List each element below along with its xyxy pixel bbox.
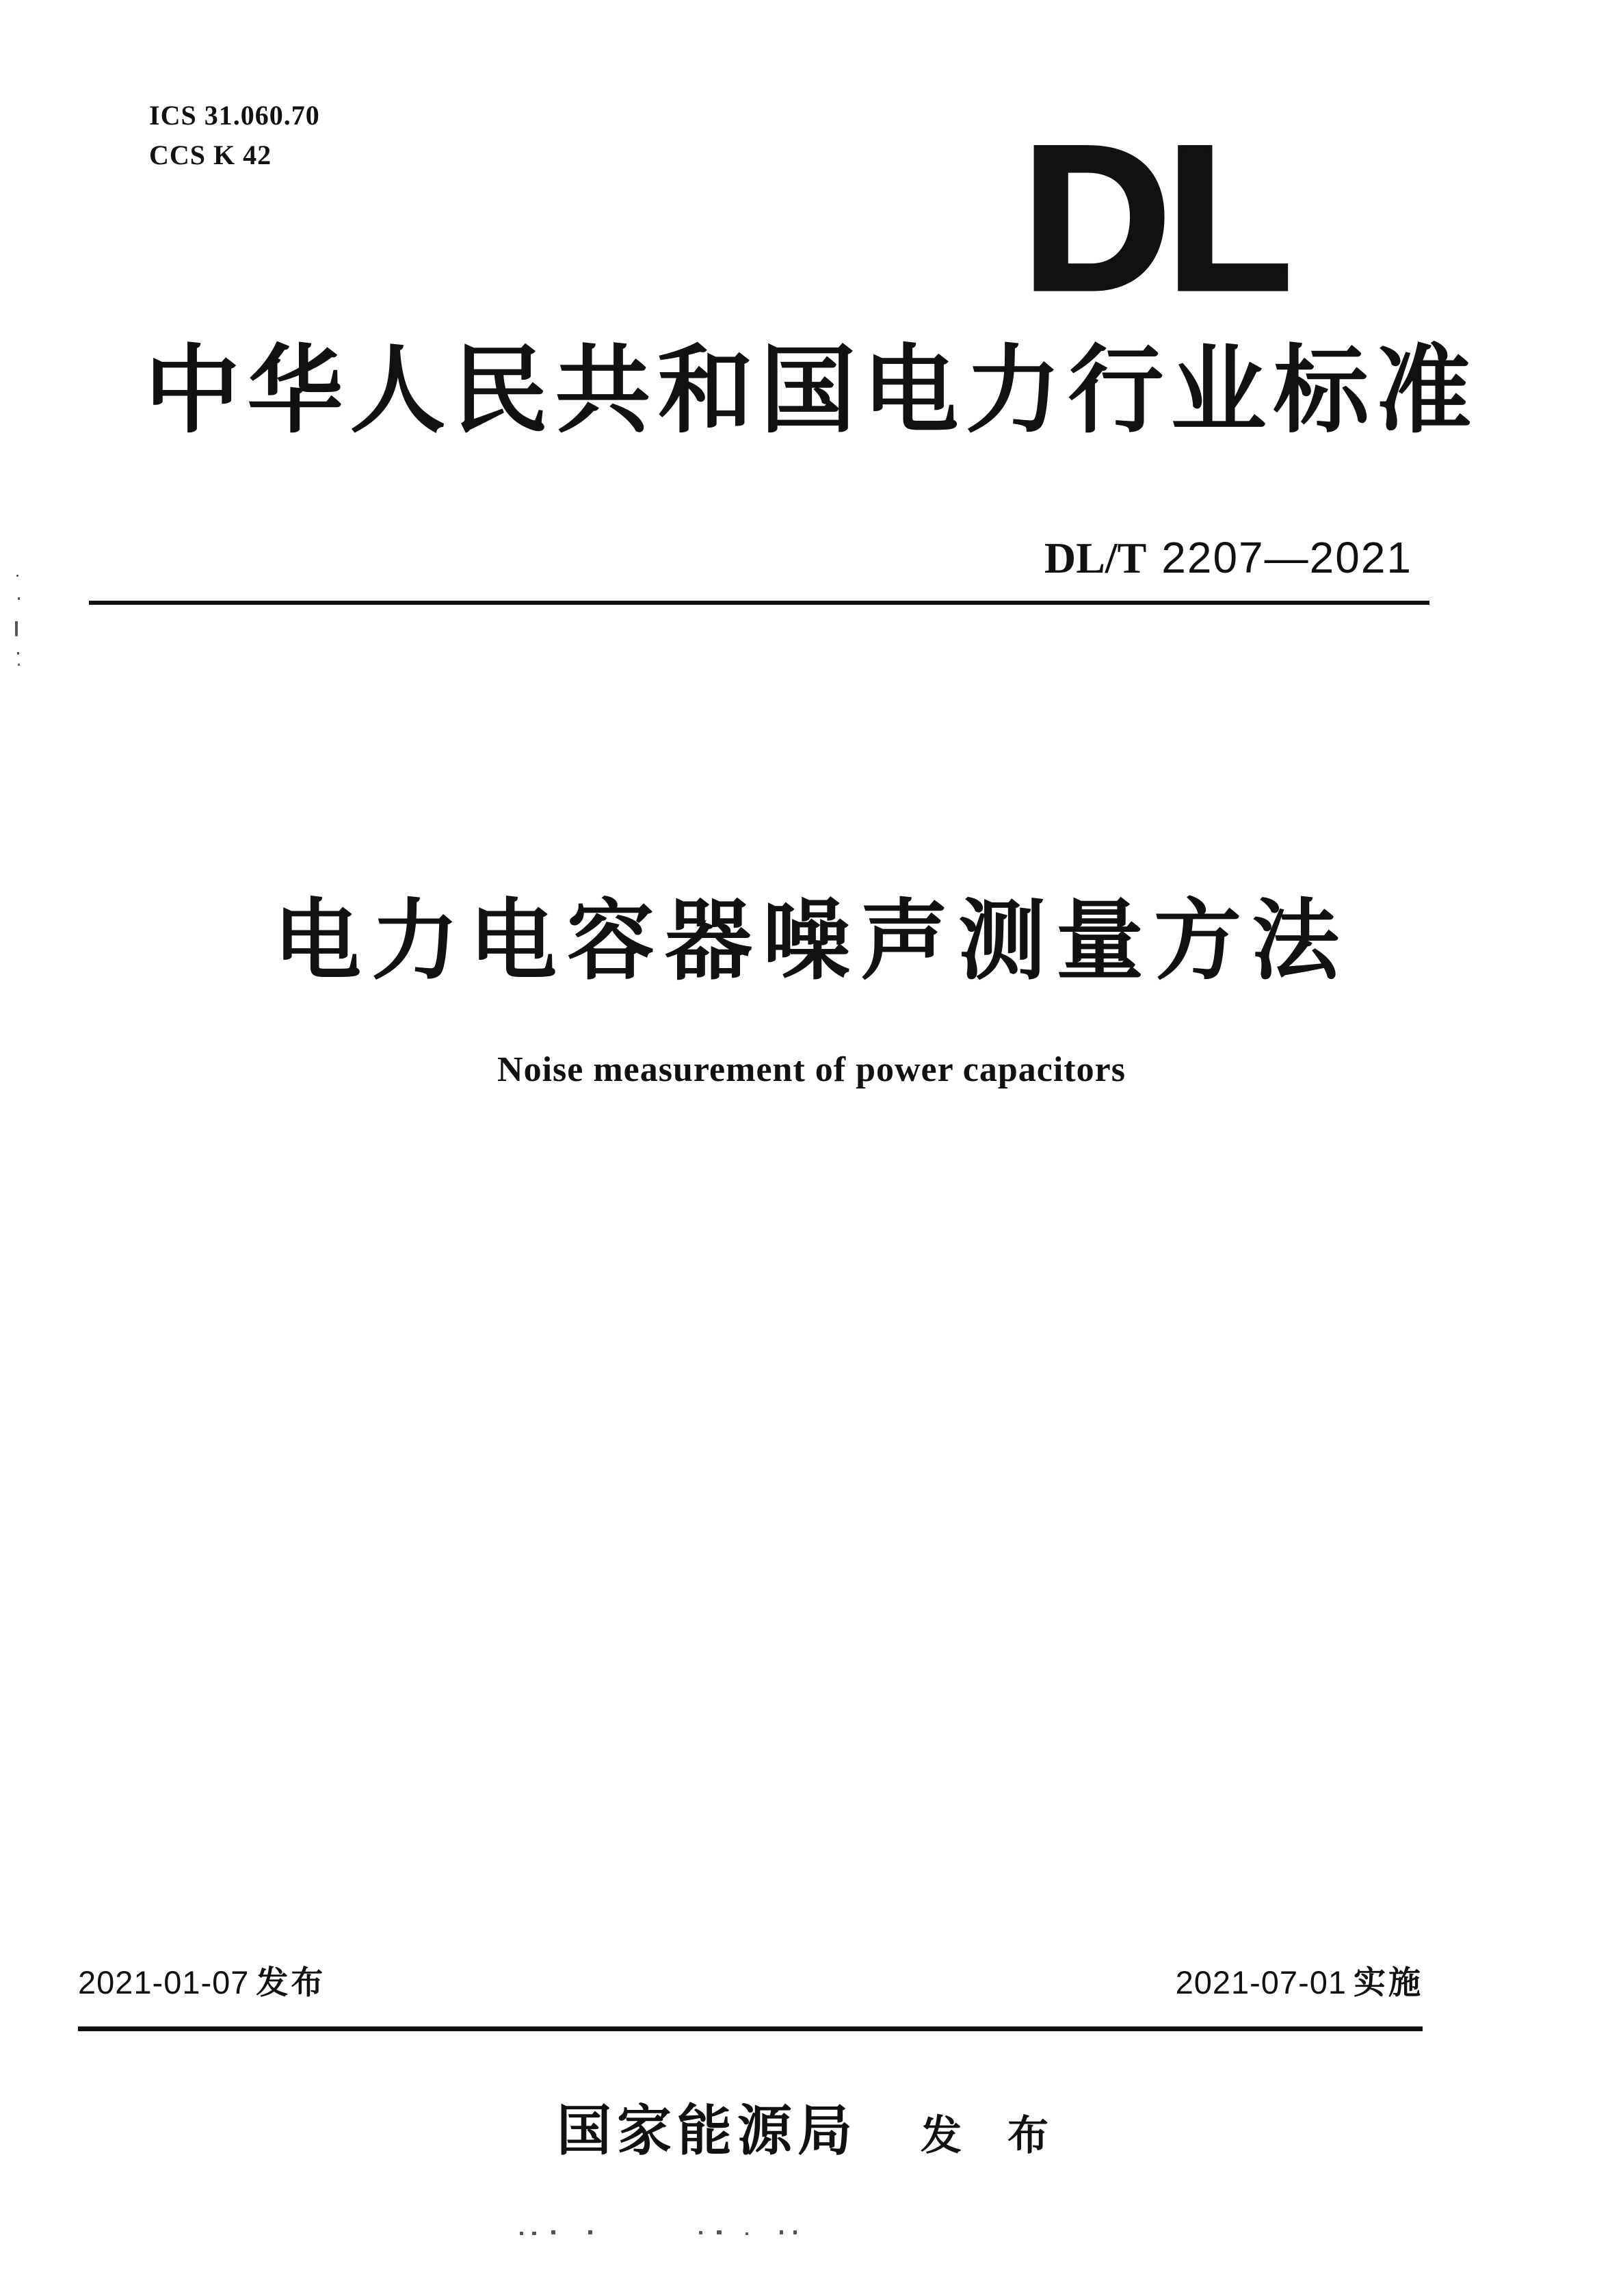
release-label: 发布 bbox=[256, 1966, 326, 2001]
publisher-action-label: 发 布 bbox=[921, 2113, 1066, 2158]
implementation-date: 2021-07-01 bbox=[1175, 1964, 1347, 2000]
scan-artifact bbox=[588, 2230, 592, 2234]
scan-artifact bbox=[18, 597, 20, 600]
scan-artifact bbox=[780, 2230, 783, 2234]
dates-row bbox=[78, 1965, 1423, 2002]
scan-artifact bbox=[745, 2232, 748, 2235]
ics-code: ICS 31.060.70 bbox=[149, 100, 320, 131]
standard-code bbox=[1044, 534, 1412, 582]
document-title-en: Noise measurement of power capacitors bbox=[497, 1050, 1126, 1089]
publisher-row bbox=[0, 2087, 1623, 2165]
scan-artifact bbox=[717, 2230, 722, 2234]
scan-artifact bbox=[17, 652, 19, 655]
scan-artifact bbox=[551, 2230, 555, 2234]
scan-artifact bbox=[15, 621, 18, 636]
scan-artifact bbox=[699, 2231, 702, 2234]
classification-codes bbox=[149, 96, 320, 175]
bottom-horizontal-rule bbox=[78, 2026, 1423, 2031]
standard-category-title: 中华人民共和国电力行业标准 bbox=[144, 339, 1479, 445]
publisher-name: 国家能源局 bbox=[557, 2102, 858, 2162]
scan-artifact bbox=[520, 2232, 523, 2235]
scan-artifact bbox=[532, 2232, 536, 2235]
implementation-label: 实施 bbox=[1354, 1966, 1423, 2001]
release-date-block bbox=[78, 1965, 326, 2002]
release-date: 2021-01-07 bbox=[78, 1964, 250, 2000]
ccs-code: CCS K 42 bbox=[149, 140, 272, 170]
document-title-zh: 电力电容器噪声测量方法 bbox=[273, 893, 1349, 990]
scan-artifact bbox=[16, 575, 18, 577]
scan-artifact bbox=[793, 2230, 797, 2234]
implementation-date-block bbox=[1176, 1965, 1423, 2002]
standard-code-prefix: DL/T bbox=[1044, 534, 1147, 582]
scan-artifact bbox=[18, 664, 20, 666]
top-horizontal-rule bbox=[89, 601, 1429, 605]
dl-logo: DL bbox=[1022, 103, 1288, 332]
standard-code-number: 2207—2021 bbox=[1161, 533, 1412, 582]
